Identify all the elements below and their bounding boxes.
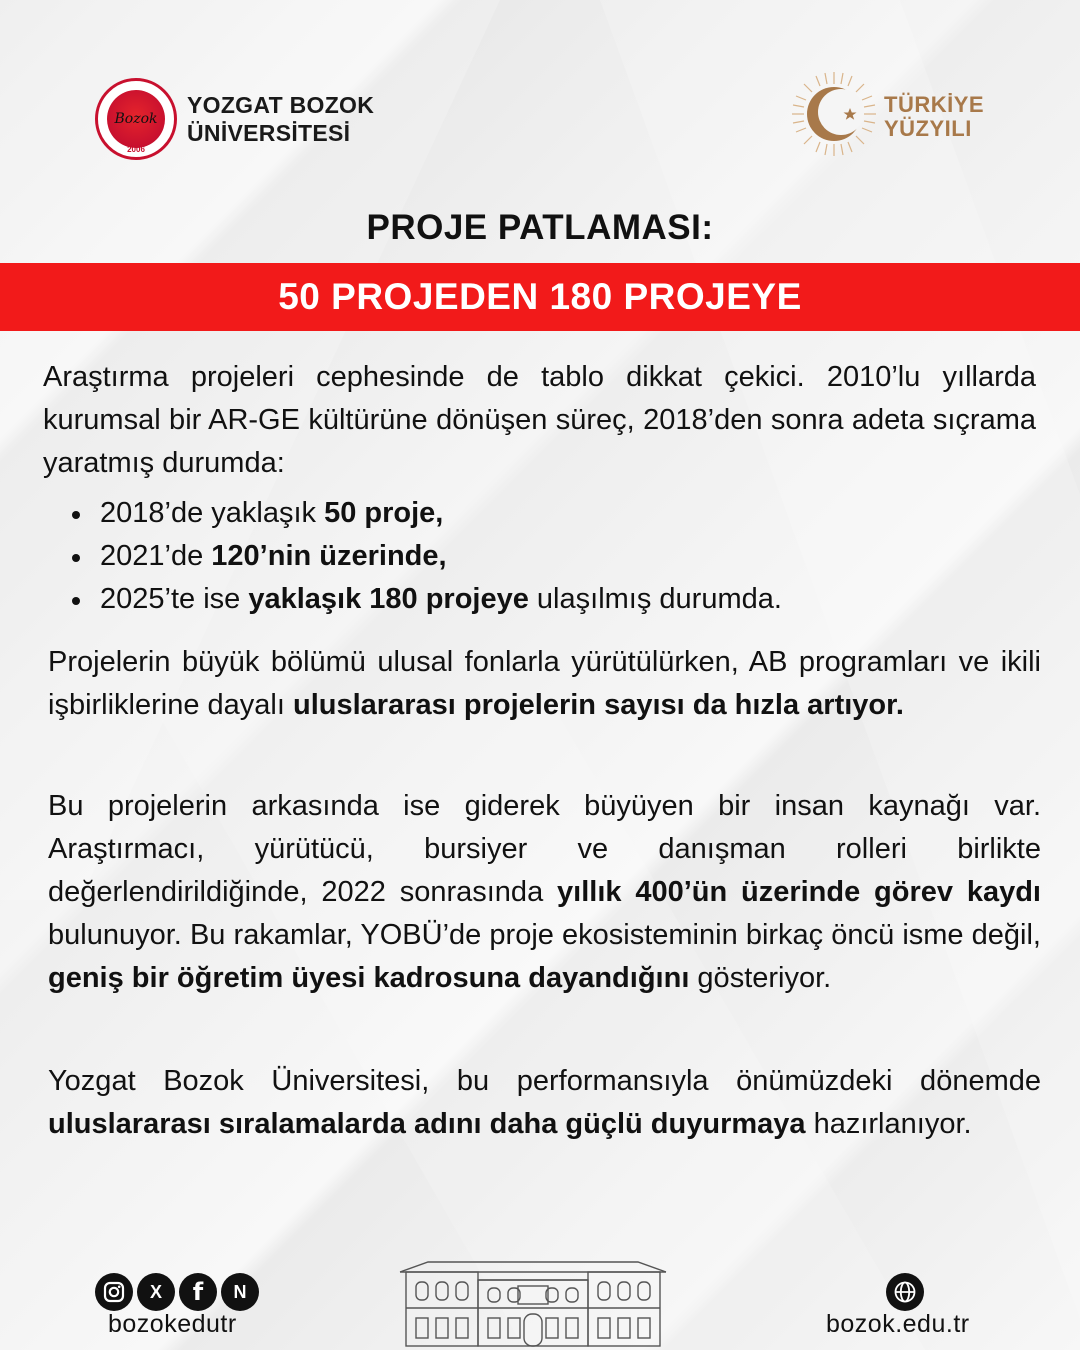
turkiye-yuzyili-logo[interactable] (788, 68, 1008, 160)
social-handle[interactable]: bozokedutr (108, 1310, 237, 1338)
university-building-icon (398, 1258, 668, 1350)
paragraph-text: bulunuyor. Bu rakamlar, YOBÜ’de proje ekosisteminin birkaç öncü isme değil, (48, 919, 1041, 951)
paragraph-human-resources (48, 785, 1041, 1000)
seal-signature: Bozok (107, 90, 165, 148)
turkiye-yuzyili-text (884, 93, 984, 141)
list-item-bold: 120’nin üzerinde, (211, 540, 447, 572)
paragraph-outlook (48, 1060, 1041, 1146)
university-name-line2: ÜNİVERSİTESİ (187, 120, 351, 146)
x-icon[interactable]: X (137, 1273, 175, 1311)
paragraph-bold: uluslararası sıralamalarda adını daha güçlü duyurmaya (48, 1108, 806, 1140)
list-item (72, 535, 1032, 578)
page-title: PROJE PATLAMASI: (366, 208, 714, 247)
list-item-bold: 50 proje, (324, 497, 444, 529)
instagram-icon[interactable] (95, 1273, 133, 1311)
paragraph-text: Bu projelerin arkasında ise giderek büyüyen bir insan kaynağı var. Araştırmacı, yürütücü, bursiyer ve danışman rolleri birlikte değerlendirildiğinde, 2022 sonrasında (48, 790, 1041, 908)
university-name-line1: YOZGAT BOZOK (187, 92, 375, 118)
paragraph-intro: Araştırma projeleri cephesinde de tablo dikkat çekici. 2010’lu yıllarda kurumsal bir AR-GE kültürüne dönüşen süreç, 2018’den sonra adeta sıçrama yaratmış durumda: (43, 361, 1036, 479)
list-item-text: 2021’de (100, 540, 212, 572)
university-seal (95, 78, 177, 160)
seal-year: 2006 (127, 145, 145, 154)
paragraph-text: Projelerin büyük bölümü ulusal fonlarla yürütülürken, AB programları ve ikili işbirliklerine dayalı (48, 646, 1041, 721)
globe-icon[interactable] (886, 1273, 924, 1311)
turkiye-line1: TÜRKİYE (884, 92, 985, 117)
list-item-text: 2025’te ise (100, 583, 249, 615)
project-count-list (72, 492, 1032, 621)
list-item-text: 2018’de yaklaşık (100, 497, 325, 529)
facebook-icon[interactable]: f (179, 1273, 217, 1311)
list-item (72, 492, 1032, 535)
headline-banner-text: 50 PROJEDEN 180 PROJEYE (278, 276, 802, 317)
list-item (72, 578, 1032, 621)
paragraph-text: hazırlanıyor. (805, 1108, 972, 1140)
headline-banner (0, 263, 1080, 331)
social-links (95, 1273, 259, 1311)
paragraph-funding (48, 641, 1041, 727)
nsosyal-icon[interactable]: N (221, 1273, 259, 1311)
list-item-bold: yaklaşık 180 projeye (248, 583, 529, 615)
paragraph-bold: uluslararası projelerin sayısı da hızla artıyor. (293, 689, 904, 721)
website-link[interactable]: bozok.edu.tr (826, 1310, 970, 1338)
paragraph-text: gösteriyor. (689, 962, 832, 994)
paragraph-bold: geniş bir öğretim üyesi kadrosuna dayandığını (48, 962, 690, 994)
university-logo[interactable] (95, 78, 374, 160)
paragraph-bold: yıllık 400’ün üzerinde görev kaydı (557, 876, 1041, 908)
list-item-text: ulaşılmış durumda. (528, 583, 782, 615)
turkiye-line2: YÜZYILI (884, 116, 972, 141)
sunburst-crescent-icon (788, 68, 880, 160)
paragraph-text: Yozgat Bozok Üniversitesi, bu performansıyla önümüzdeki dönemde (48, 1065, 1041, 1097)
university-name (187, 91, 374, 147)
